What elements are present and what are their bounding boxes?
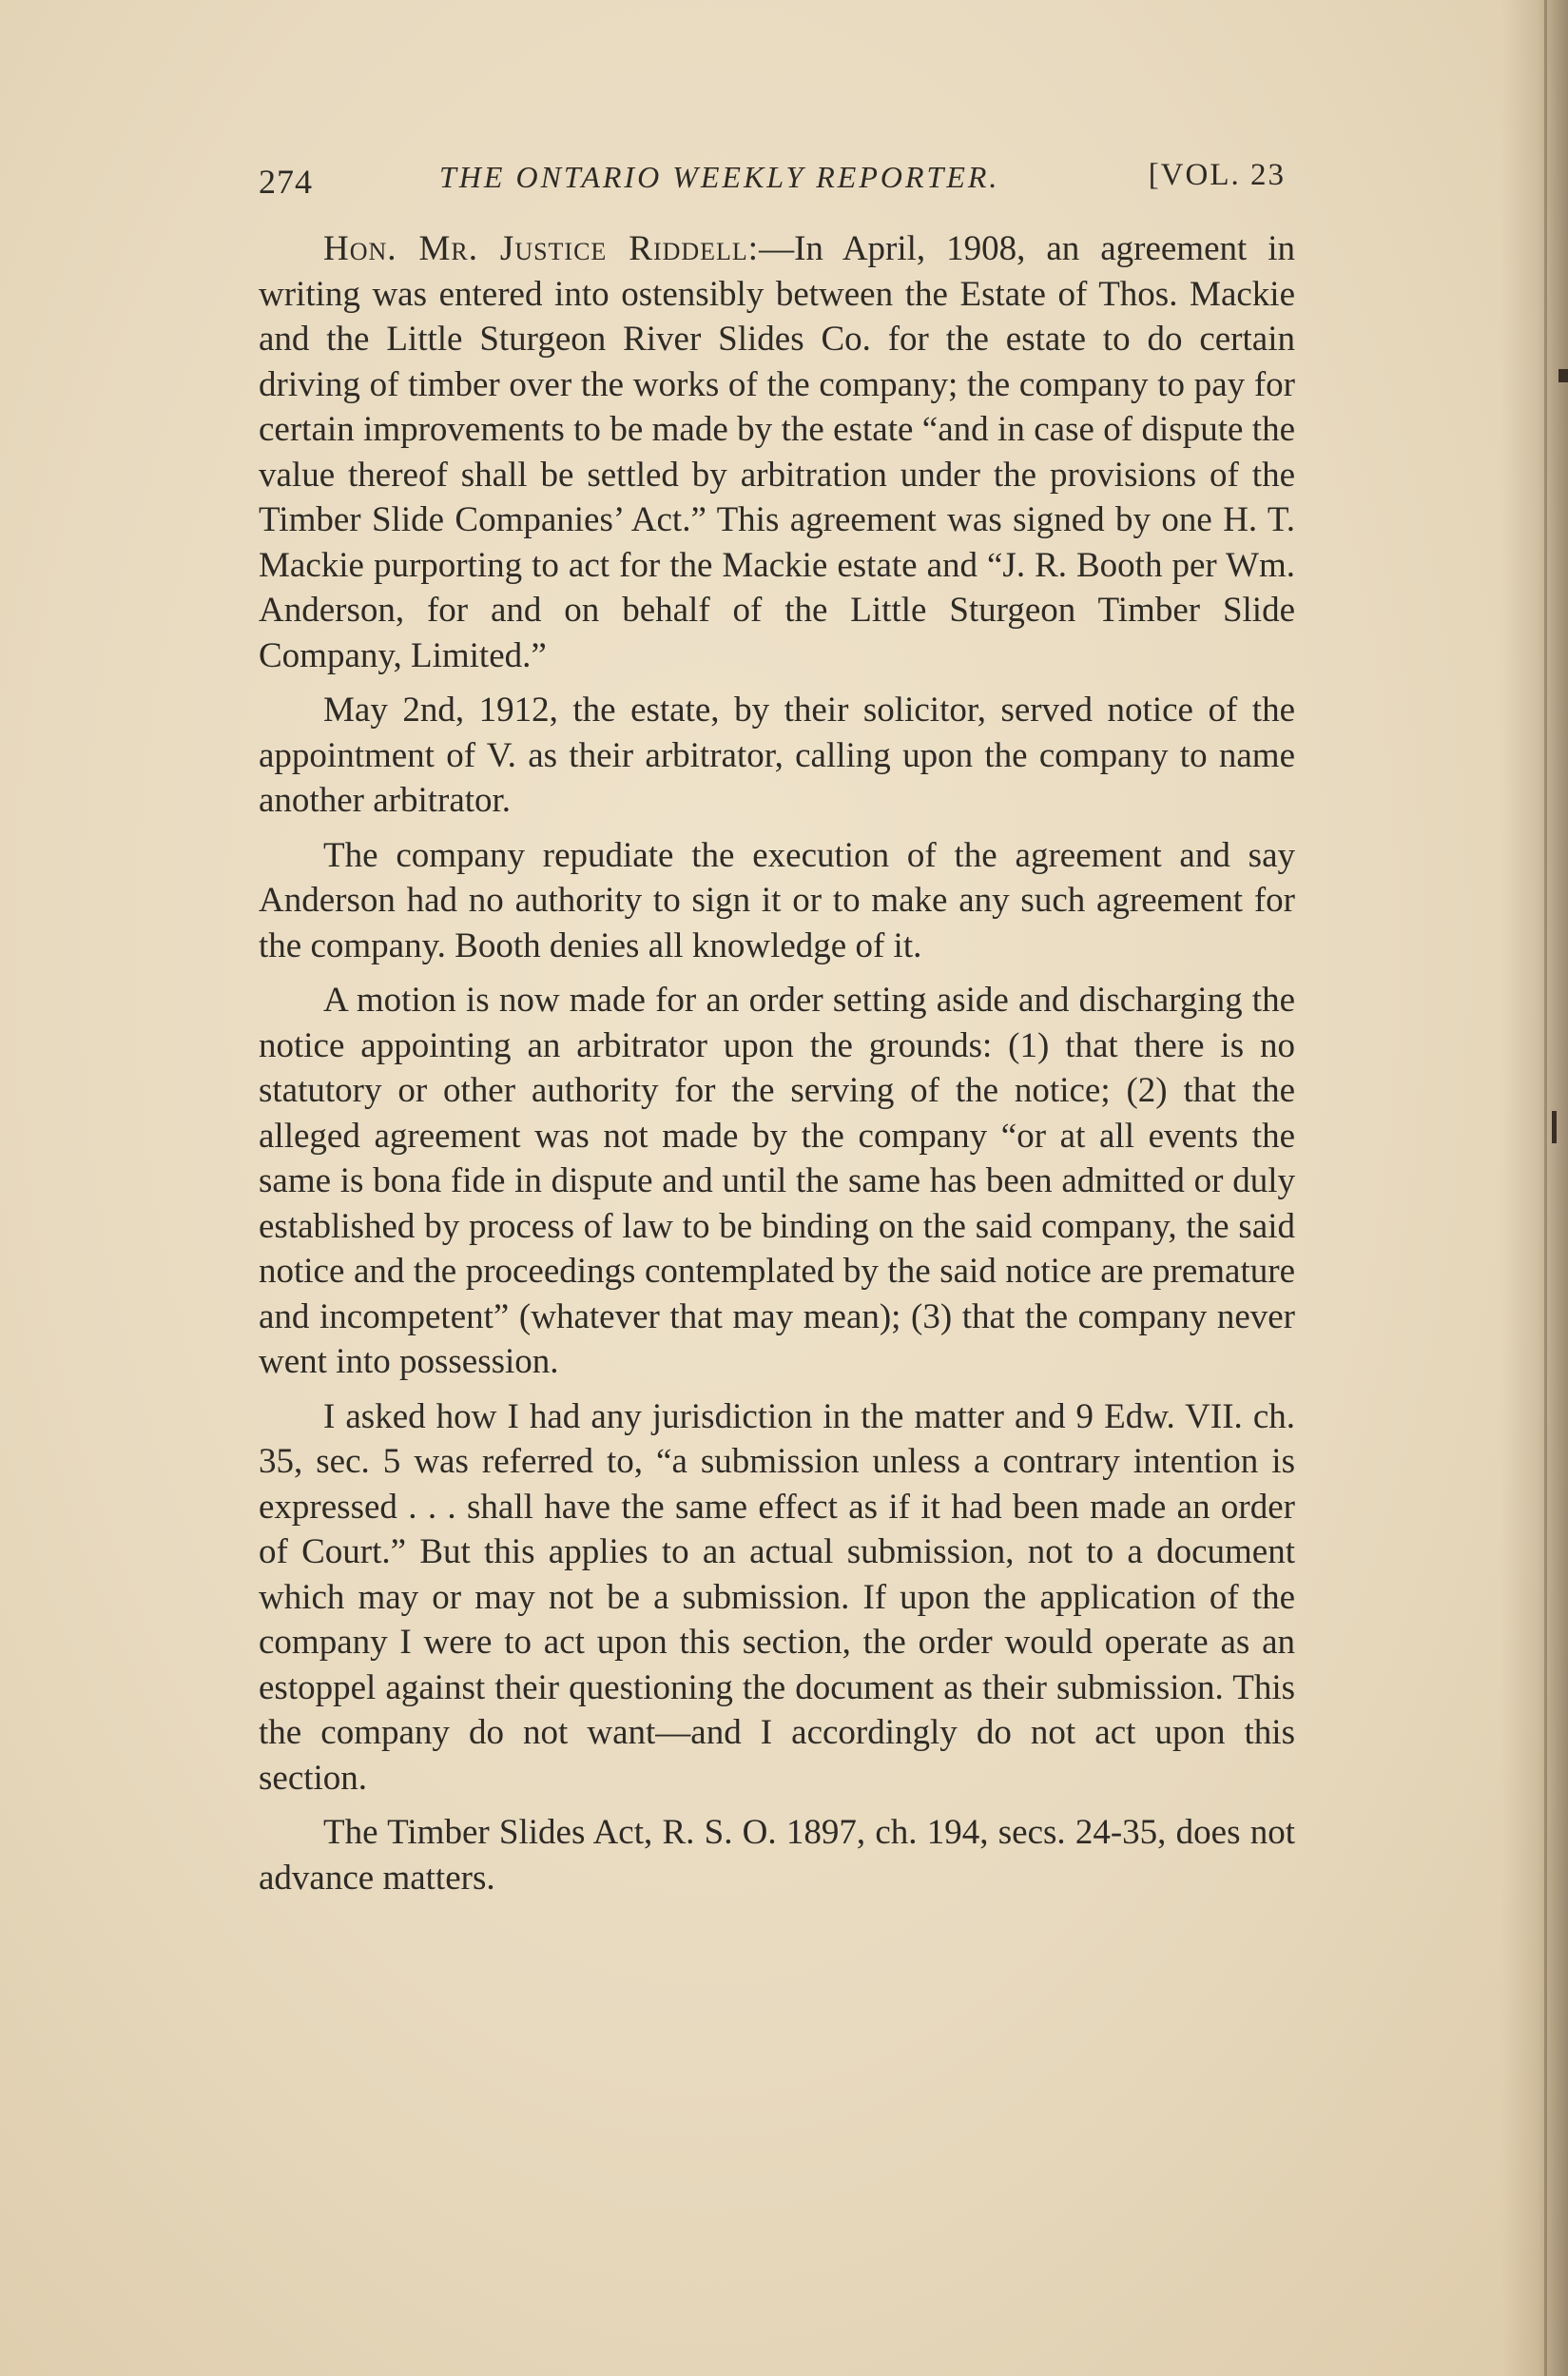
ink-mark (1558, 369, 1568, 382)
volume-label: [VOL. 23 (1148, 158, 1286, 192)
paragraph-text: The company repudiate the execution of the agreement and say Anderson had no authority to sign it or to make any such agreement for the company. Booth denies all knowledge of it. (259, 835, 1295, 965)
page-edge-line (1544, 0, 1547, 2376)
paragraph-text: I asked how I had any jurisdiction in the matter and 9 Edw. VII. ch. 35, sec. 5 was referred to, “a submission unless a contrary intention is expressed . . . shall have the same effect as if it had been made an order of Court.” But this applies to an actual submission, not to a document which may or may not be a submission. If upon the application of the company I were to act upon this section, the order would operate as an estoppel against their questioning the document as their submission. This the company do not want—and I accordingly do not act upon this section. (259, 1396, 1295, 1798)
paragraph-text: The Timber Slides Act, R. S. O. 1897, ch. 194, secs. 24-35, does not advance matters. (259, 1813, 1295, 1898)
paragraph-text: A motion is now made for an order setting aside and discharging the notice appointing an arbitrator upon the grounds: (1) that there is no statutory or other authority for the serving of the notice; (2) that the alleged agreement was not made by the company “or at all events the same is bona fide in dispute and until the same has been admitted or duly established by process of law to be binding on the said company, the said notice and the proceedings contemplated by the said notice are premature and incompetent” (whatever that may mean); (3) that the company never went into possession. (259, 981, 1295, 1381)
paragraph (259, 1810, 1295, 1900)
paragraph (259, 833, 1295, 969)
paragraph (259, 226, 1295, 678)
judge-name: Hon. Mr. Justice Riddell: (323, 229, 760, 268)
running-header (259, 154, 1286, 211)
paragraph (259, 1394, 1295, 1801)
page-edge-shadow (1501, 0, 1568, 2376)
ink-mark (1552, 1111, 1557, 1143)
paragraph-text: May 2nd, 1912, the estate, by their solicitor, served notice of the appointment of V. as their arbitrator, calling upon the company to name another arbitrator. (259, 691, 1295, 820)
page-number: 274 (259, 163, 313, 201)
paragraph (259, 688, 1295, 824)
body-text (259, 226, 1295, 1910)
paragraph-text: —In April, 1908, an agreement in writing was entered into ostensibly between the Estate of Thos. Mackie and the Little Sturgeon River Slides Co. for the estate to do certain driving of timber over the works of the company; the company to pay for certain improvements to be made by the estate “and in case of dispute the value thereof shall be settled by arbitration under the provisions of the Timber Slide Companies’ Act.” This agreement was signed by one H. T. Mackie purporting to act for the Mackie estate and “J. R. Booth per Wm. Anderson, for and on behalf of the Little Sturgeon Timber Slide Company, Limited.” (259, 229, 1296, 675)
running-title: THE ONTARIO WEEKLY REPORTER. (439, 160, 1000, 194)
paragraph (259, 978, 1295, 1385)
